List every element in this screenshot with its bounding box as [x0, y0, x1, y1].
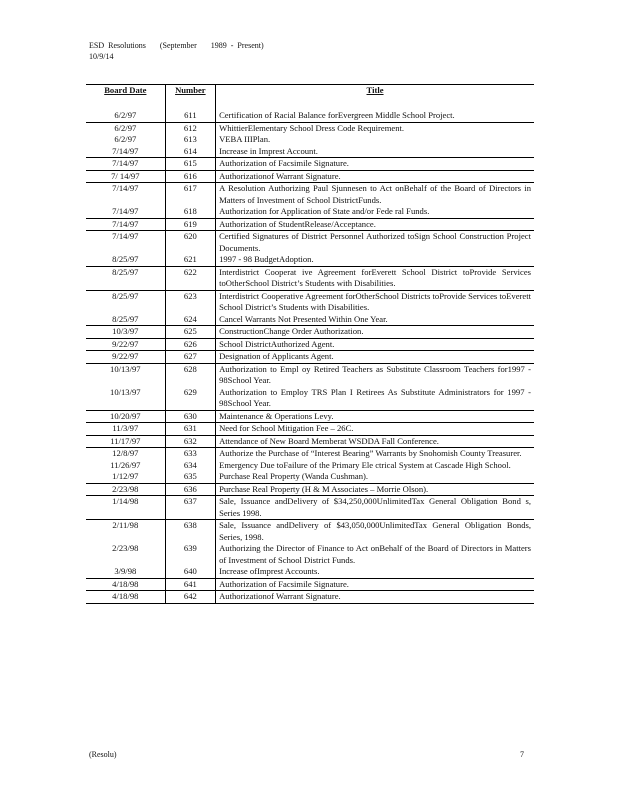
- row-number: 632: [165, 435, 215, 448]
- column-header-number: Number: [165, 85, 215, 111]
- header-title: ESD Resolutions (September 1989 - Present): [89, 41, 264, 50]
- row-number: 637: [165, 496, 215, 520]
- row-title: Interdistrict Cooperative Agreement forOtherSchool Districts toProvide Services toEverett School District’s Students with Disabilities.: [219, 290, 531, 312]
- row-date: 6/2/97: [86, 134, 165, 146]
- table-body: [86, 110, 534, 603]
- row-number: 630: [165, 410, 215, 423]
- table-row: [86, 578, 534, 591]
- row-title: Maintenance & Operations Levy.: [216, 410, 534, 423]
- row-number: 622: [165, 266, 215, 290]
- row-date: 11/26/97: [86, 460, 165, 472]
- row-title: Purchase Real Property (H & M Associates – Morrie Olson).: [216, 483, 534, 496]
- row-number: 613: [165, 134, 215, 146]
- header-date: 10/9/14: [89, 52, 114, 61]
- table-row: [86, 231, 534, 255]
- table-row: [86, 566, 534, 578]
- row-date: 1/14/98: [86, 496, 165, 520]
- table-row: [86, 338, 534, 351]
- row-number: 623: [165, 290, 215, 314]
- table-row: [86, 543, 534, 566]
- table-row: [86, 158, 534, 171]
- row-number: 620: [165, 231, 215, 255]
- row-title: Authorization of StudentRelease/Acceptance.: [216, 218, 534, 231]
- table-row: [86, 183, 534, 207]
- table-row: [86, 423, 534, 436]
- row-date: 7/14/97: [86, 158, 165, 171]
- row-date: 10/3/97: [86, 326, 165, 339]
- row-title: Authorization of Facsimile Signature.: [216, 578, 534, 591]
- row-title: Need for School Mitigation Fee – 26C.: [216, 423, 534, 436]
- row-title: Interdistrict Cooperat ive Agreement forEverett School District toProvide Services toOtherSchool District’s Students with Disabilities.: [216, 266, 534, 290]
- row-title: Sale, Issuance andDelivery of $43,050,000UnlimitedTax General Obligation Bonds, Series, 1998.: [219, 520, 531, 542]
- row-number: 617: [165, 183, 215, 207]
- table-row: [86, 326, 534, 339]
- row-title: WhittierElementary School Dress Code Requirement.: [219, 122, 405, 133]
- row-number: 614: [165, 146, 215, 158]
- row-number: 635: [165, 471, 215, 483]
- resolutions-table: [86, 84, 534, 604]
- table-row: [86, 351, 534, 364]
- row-number: 616: [165, 170, 215, 183]
- row-date: 9/22/97: [86, 338, 165, 351]
- row-number: 634: [165, 460, 215, 472]
- table-row: [86, 410, 534, 423]
- table-row: [86, 591, 534, 604]
- row-date: 3/9/98: [86, 566, 165, 578]
- table-row: [86, 448, 534, 460]
- table-row: [86, 435, 534, 448]
- table-row: [86, 483, 534, 496]
- table-row: [86, 520, 534, 544]
- row-title: Sale, Issuance andDelivery of $34,250,000UnlimitedTax General Obligation Bond s, Series 1998.: [216, 496, 534, 520]
- table-row: [86, 314, 534, 326]
- row-date: 7/ 14/97: [86, 170, 165, 183]
- table-row: [86, 170, 534, 183]
- row-date: 1/12/97: [86, 471, 165, 483]
- row-number: 641: [165, 578, 215, 591]
- row-title: Authorizationof Warrant Signature.: [216, 170, 534, 183]
- row-number: 628: [165, 363, 215, 387]
- row-date: 4/18/98: [86, 578, 165, 591]
- row-number: 612: [165, 122, 215, 134]
- row-title: Designation of Applicants Agent.: [216, 351, 534, 364]
- row-number: 631: [165, 423, 215, 436]
- row-title: Authorizing the Director of Finance to Act onBehalf of the Board of Directors in Matters of Investment of School District Funds.: [219, 543, 531, 565]
- row-number: 626: [165, 338, 215, 351]
- row-title: 1997 - 98 BudgetAdoption.: [216, 254, 534, 266]
- table-row: [86, 122, 534, 134]
- row-date: 7/14/97: [86, 206, 165, 218]
- row-date: 4/18/98: [86, 591, 165, 604]
- row-number: 638: [165, 520, 215, 544]
- row-date: 10/13/97: [86, 363, 165, 387]
- table-row: [86, 290, 534, 314]
- row-number: 629: [165, 387, 215, 411]
- row-number: 642: [165, 591, 215, 604]
- row-title: Certification of Racial Balance forEvergreen Middle School Project.: [216, 110, 534, 122]
- row-title: A Resolution Authorizing Paul Sjunnesen to Act onBehalf of the Board of Directors in Matters of Investment of School DistrictFunds.: [219, 183, 531, 205]
- row-date: 8/25/97: [86, 254, 165, 266]
- row-title: School DistrictAuthorized Agent.: [216, 338, 534, 351]
- page-number: 7: [520, 750, 524, 759]
- row-number: 621: [165, 254, 215, 266]
- row-title: Authorization to Empl oy Retired Teachers as Substitute Classroom Teachers for1997 - 98School Year.: [219, 363, 531, 385]
- row-date: 7/14/97: [86, 183, 165, 207]
- row-date: 11/17/97: [86, 435, 165, 448]
- table-row: [86, 134, 534, 146]
- row-title: ConstructionChange Order Authorization.: [216, 326, 534, 339]
- table-row: [86, 110, 534, 122]
- row-date: 7/14/97: [86, 231, 165, 255]
- row-number: 615: [165, 158, 215, 171]
- row-title: VEBA IIIPlan.: [219, 134, 271, 144]
- row-title: Certified Signatures of District Personnel Authorized toSign School Construction Project Documents.: [219, 231, 531, 253]
- row-number: 619: [165, 218, 215, 231]
- table-row: [86, 266, 534, 290]
- row-date: 10/20/97: [86, 410, 165, 423]
- column-header-board-date: Board Date: [86, 85, 165, 111]
- row-number: 627: [165, 351, 215, 364]
- table-row: [86, 206, 534, 218]
- row-number: 611: [165, 110, 215, 122]
- row-number: 618: [165, 206, 215, 218]
- table-row: [86, 218, 534, 231]
- row-date: 6/2/97: [86, 122, 165, 134]
- row-number: 624: [165, 314, 215, 326]
- table-row: [86, 496, 534, 520]
- page-header: [89, 40, 264, 62]
- table-row: [86, 471, 534, 483]
- row-title: Purchase Real Property (Wanda Cushman).: [216, 471, 534, 483]
- row-date: 7/14/97: [86, 218, 165, 231]
- table-row: [86, 146, 534, 158]
- table-row: [86, 363, 534, 387]
- row-title: Cancel Warrants Not Presented Within One Year.: [216, 314, 534, 326]
- row-date: 9/22/97: [86, 351, 165, 364]
- row-title: Increase ofImprest Accounts.: [216, 566, 534, 578]
- row-title: Authorize the Purchase of “Interest Bearing” Warrants by Snohomish County Treasurer.: [219, 448, 522, 458]
- row-title: Authorizationof Warrant Signature.: [216, 591, 534, 604]
- row-title: Authorization of Facsimile Signature.: [216, 158, 534, 171]
- footer-label: (Resolu): [89, 750, 117, 759]
- row-date: 11/3/97: [86, 423, 165, 436]
- row-date: 8/25/97: [86, 314, 165, 326]
- row-date: 6/2/97: [86, 110, 165, 122]
- row-date: 2/11/98: [86, 520, 165, 544]
- row-number: 625: [165, 326, 215, 339]
- row-date: 8/25/97: [86, 290, 165, 314]
- row-date: 2/23/98: [86, 543, 165, 566]
- table-row: [86, 387, 534, 411]
- row-title: Increase in Imprest Account.: [216, 146, 534, 158]
- row-date: 2/23/98: [86, 483, 165, 496]
- row-number: 633: [165, 448, 215, 460]
- row-date: 10/13/97: [86, 387, 165, 411]
- row-title: Authorization to Employ TRS Plan I Retirees As Substitute Administrators for 1997 - 98School Year.: [216, 387, 534, 411]
- row-number: 636: [165, 483, 215, 496]
- row-date: 7/14/97: [86, 146, 165, 158]
- row-title: Authorization for Application of State and/or Fede ral Funds.: [216, 206, 534, 218]
- row-number: 639: [165, 543, 215, 566]
- row-title: Attendance of New Board Memberat WSDDA Fall Conference.: [216, 435, 534, 448]
- row-date: 12/8/97: [86, 448, 165, 460]
- row-number: 640: [165, 566, 215, 578]
- table-row: [86, 460, 534, 472]
- column-header-title: Title: [216, 85, 534, 111]
- row-title: Emergency Due toFailure of the Primary Ele ctrical System at Cascade High School.: [219, 459, 511, 470]
- row-date: 8/25/97: [86, 266, 165, 290]
- table-row: [86, 254, 534, 266]
